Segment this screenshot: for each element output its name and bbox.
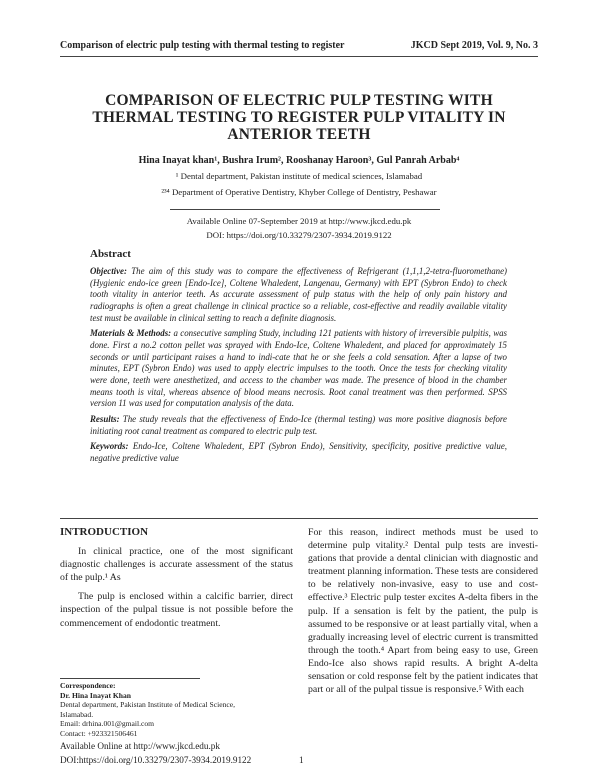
right-column	[308, 526, 538, 696]
correspondence-dept: Dental department, Pakistan Institute of Medical Science, Islamabad.	[60, 700, 236, 719]
author-list: Hina Inayat khan¹, Bushra Irum², Rooshanay Haroon³, Gul Panrah Arbab⁴	[138, 155, 460, 166]
title-line-2: THERMAL TESTING TO REGISTER PULP VITALITY IN	[92, 109, 506, 126]
methods-label: Materials & Methods:	[90, 328, 172, 339]
intro-paragraph-1: In clinical practice, one of the most significant diagnostic challenges is accurate assessment of the status of the pulp.¹ As	[60, 546, 293, 584]
results-text: The study reveals that the effectiveness of Endo-Ice (thermal testing) was more positive diagnosis before initiating root canal treatment as compared to electric pulp test.	[90, 413, 507, 436]
methods-text: a consecutive sampling Study, including 121 patients with history of irreversible pulpitis, was done. First a no.2 cotton pellet was sprayed with Endo-Ice, Coltene Whaledent, and placed for approximately 15 seconds or until participant raises a hand to indi-cate that he or she feels a cold sensation. After a lapse of two minutes, EPT (Sybron Endo) was used to apply electric impulses to the tooth. Once the tests for checking vitality were done, teeth were anesthetized, and access to the chamber was made. The presence of blood in the chamber means tooth is vital, whereas absence of blood means necrosis. Root canal treatment was then performed. SPSS version 11 was used for computation analysis of the data.	[90, 328, 508, 409]
abstract-keywords	[90, 441, 507, 464]
abstract-body	[90, 266, 507, 469]
keywords-text: Endo-Ice, Coltene Whaledent, EPT (Sybron Endo), Sensitivity, specificity, positive predictive value, negative predictive value	[90, 441, 507, 463]
keywords-label: Keywords:	[90, 441, 129, 452]
correspondence-divider	[60, 678, 200, 679]
correspondence-label: Correspondence:	[60, 681, 116, 690]
footer-online: Available Online at http://www.jkcd.edu.pk	[60, 741, 220, 751]
correspondence-email: Email: drhina.001@gmail.com	[60, 719, 155, 728]
page-number: 1	[299, 755, 304, 765]
objective-text: The aim of this study was to compare the effectiveness of Refrigerant (1,1,1,2-tetra-fluoromethane) (Hygienic endo-ice green [Endo-Ice], Coltene Whaledent, Langenau, Germany) with EPT (Sybron Endo) to check tooth vitality in anterior teeth. As accurate assessment of pulp status with the help of only pain history and radiographs is often a great challenge in clinical practice so a reliable, cost-effective and readily available vitality test must be available in clinical setting to reach a definite diagnosis.	[90, 266, 507, 323]
affiliation-2: ²³⁴ Department of Operative Dentistry, Khyber College of Dentistry, Peshawar	[161, 187, 437, 197]
affiliation-1: ¹ Dental department, Pakistan institute of medical sciences, Islamabad	[175, 171, 423, 181]
objective-label: Objective:	[90, 266, 127, 276]
availability-divider	[170, 209, 440, 210]
running-header-title: Comparison of electric pulp testing with thermal testing to register	[60, 40, 345, 51]
correspondence-name: Dr. Hina Inayat Khan	[60, 690, 132, 700]
introduction-heading: INTRODUCTION	[60, 526, 149, 538]
correspondence-contact: Contact: +923321506461	[60, 728, 138, 738]
availability-online: Available Online 07-September 2019 at http://www.jkcd.edu.pk	[186, 216, 412, 226]
abstract-results	[90, 414, 507, 437]
title-line-3: ANTERIOR TEETH	[227, 126, 371, 143]
abstract-heading: Abstract	[90, 248, 131, 260]
results-label: Results:	[90, 413, 120, 424]
intro-paragraph-right: For this reason, indirect methods must be used to determine pulp vitality.² Dental pulp tests are investi-gations that provide a dental clinician with diagnostic and treatment planning information. These tests are considered to be relatively non-invasive, easy to use and cost-effective.³ Electric pulp tester excites A-delta fibers in the pulp. If a sensation is felt by the patient, the pulp is assumed to be responsive or at least partially vital, when a gradually increasing level of electric current is transmitted through the tooth.⁴ Apart from being easy to use, Green Endo-Ice also shows rapid results. A bright A-delta sensation or cold response felt by the patient indicates that part or all of the pulpal tissue is responsive.⁵ With each	[308, 527, 538, 696]
header-divider	[60, 56, 538, 57]
abstract-methods	[90, 328, 507, 410]
paper-title	[60, 92, 538, 143]
availability-doi: DOI: https://doi.org/10.33279/2307-3934.2019.9122	[206, 230, 392, 240]
intro-paragraph-2: The pulp is enclosed within a calcific barrier, direct inspection of the pulpal tissue is not possible before the commencement of endodontic treatment.	[60, 591, 293, 629]
left-column	[60, 526, 293, 630]
title-line-1: COMPARISON OF ELECTRIC PULP TESTING WITH	[105, 92, 493, 109]
running-header-journal: JKCD Sept 2019, Vol. 9, No. 3	[410, 40, 538, 51]
section-divider	[60, 518, 538, 519]
footer-doi: DOI:https://doi.org/10.33279/2307-3934.2019.9122	[60, 755, 252, 765]
correspondence-block	[60, 681, 300, 738]
abstract-objective	[90, 266, 507, 324]
